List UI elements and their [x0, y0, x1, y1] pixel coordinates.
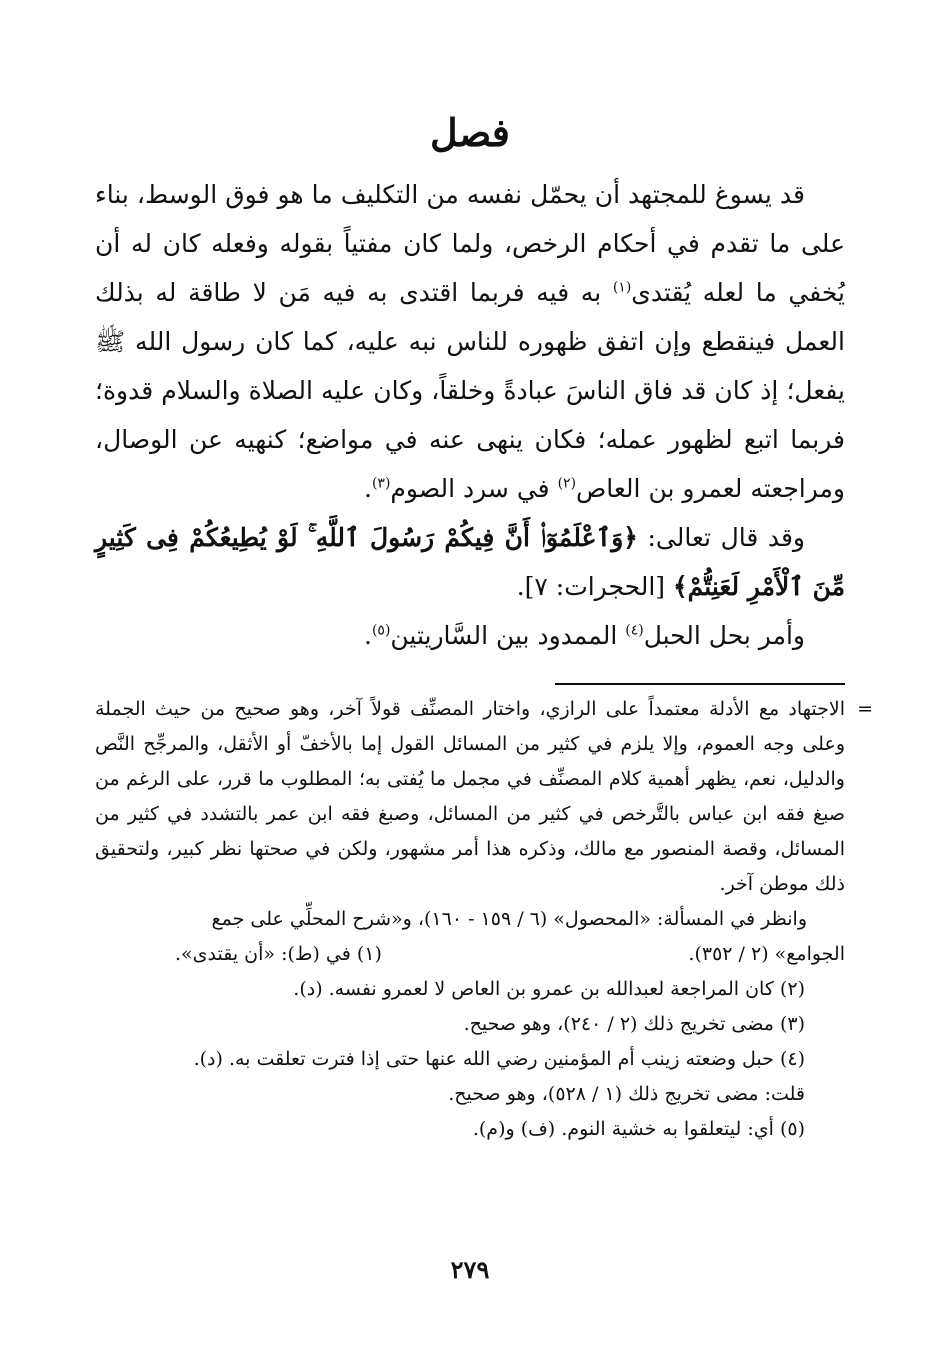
paragraph-3-text-b: الممدود بين السَّاريتين [390, 621, 626, 650]
footnote-ref-2: (٢) [557, 475, 577, 492]
paragraph-1 [95, 170, 845, 513]
quran-verse: ﴿وَٱعْلَمُوٓا۟ أَنَّ فِيكُمْ رَسُولَ ٱللَّهِ ۚ لَوْ يُطِيعُكُمْ فِى كَثِيرٍ مِّنَ ٱلْأَمْرِ لَعَنِتُّمْ﴾ [95, 523, 845, 601]
paragraph-2 [95, 513, 845, 611]
footnote-continuation [95, 692, 873, 902]
paragraph-1-text-c: في سرد الصوم [390, 474, 558, 503]
footnote-ref-3: (٣) [371, 475, 391, 492]
main-text [95, 170, 845, 660]
footnote-4: (٤) حبل وضعته زينب أم المؤمنين رضي الله عنها حتى إذا فترت تعلقت به. (د). [193, 1048, 805, 1070]
footnotes [95, 692, 873, 1147]
footnote-ref-1: (١) [612, 279, 632, 296]
paragraph-1-text-b: به فيه فربما اقتدى به فيه مَن لا طاقة له بذلك العمل فينقطع وإن اتفق ظهوره للناس نبه عليه، كما كان رسول الله ﷺ يفعل؛ إذ كان قد فاق الناسَ عبادةً وخلقاً، وكان عليه الصلاة والسلام قدوة؛ فربما اتبع لظهور عمله؛ فكان ينهى عنه في مواضع؛ كنهيه عن الوصال، ومراجعته لعمرو بن العاص [95, 278, 845, 503]
paragraph-3-end: . [363, 621, 372, 650]
footnote-5: (٥) أي: ليتعلقوا به خشية النوم. (ف) و(م). [472, 1118, 805, 1140]
footnote-3: (٣) مضى تخريج ذلك (٢ / ٢٤٠)، وهو صحيح. [463, 1013, 805, 1035]
see-also-end: الجوامع» (٢ / ٣٥٢). [688, 943, 845, 965]
paragraph-3 [95, 611, 845, 660]
see-also-line: وانظر في المسألة: «المحصول» (٦ / ١٥٩ - ١٦٠)، و«شرح المحلِّي على جمع [211, 908, 807, 930]
footnote-2: (٢) كان المراجعة لعبدالله بن عمرو بن العاص لا لعمرو نفسه. (د). [293, 978, 805, 1000]
footnote-divider [555, 683, 845, 685]
chapter-title: فصل [430, 110, 510, 155]
paragraph-2-intro: وقد قال تعالى: [637, 523, 805, 552]
paragraph-1-end: . [364, 474, 372, 503]
footnote-continuation-text: الاجتهاد مع الأدلة معتمداً على الرازي، واختار المصنِّف قولاً آخر، وهو صحيح من حيث الجملة وعلى وجه العموم، وإلا يلزم في كثير من المسائل القول إما بالأخفّ أو الأثقل، والمرجِّح النَّص والدليل، نعم، يظهر أهمية كلام المصنِّف في مجمل ما يُفتى به؛ المطلوب ما قرر، على الرغم من صبغ فقه ابن عباس بالتَّرخص في كثير من المسائل، وصبغ فقه ابن عمر بالتشدد في كثير من المسائل، وقصة المنصور مع مالك، وذكره هذا أمر مشهور، ولكن في صحتها نظر كبير، ولتحقيق ذلك موطن آخر. [95, 698, 845, 895]
footnote-ref-5: (٥) [371, 622, 391, 639]
page-number: ٢٧٩ [450, 1255, 490, 1284]
see-also-row [95, 937, 845, 972]
verse-reference: [الحجرات: ٧]. [516, 572, 674, 601]
paragraph-3-text-a: وأمر بحل الحبل [643, 621, 805, 650]
footnote-ref-4: (٤) [625, 622, 644, 639]
paragraph-1-text-a: قد يسوغ للمجتهد أن يحمّل نفسه من التكليف ما هو فوق الوسط، بناء على ما تقدم في أحكام الرخص، ولما كان مفتياً بقوله وفعله كان له أن يُخفي ما لعله يُقتدى [95, 180, 845, 307]
continuation-marker: = [857, 698, 873, 720]
footnote-4-note: قلت: مضى تخريج ذلك (١ / ٥٢٨)، وهو صحيح. [448, 1083, 805, 1105]
footnote-1: (١) في (ط): «أن يقتدى». [175, 943, 382, 965]
